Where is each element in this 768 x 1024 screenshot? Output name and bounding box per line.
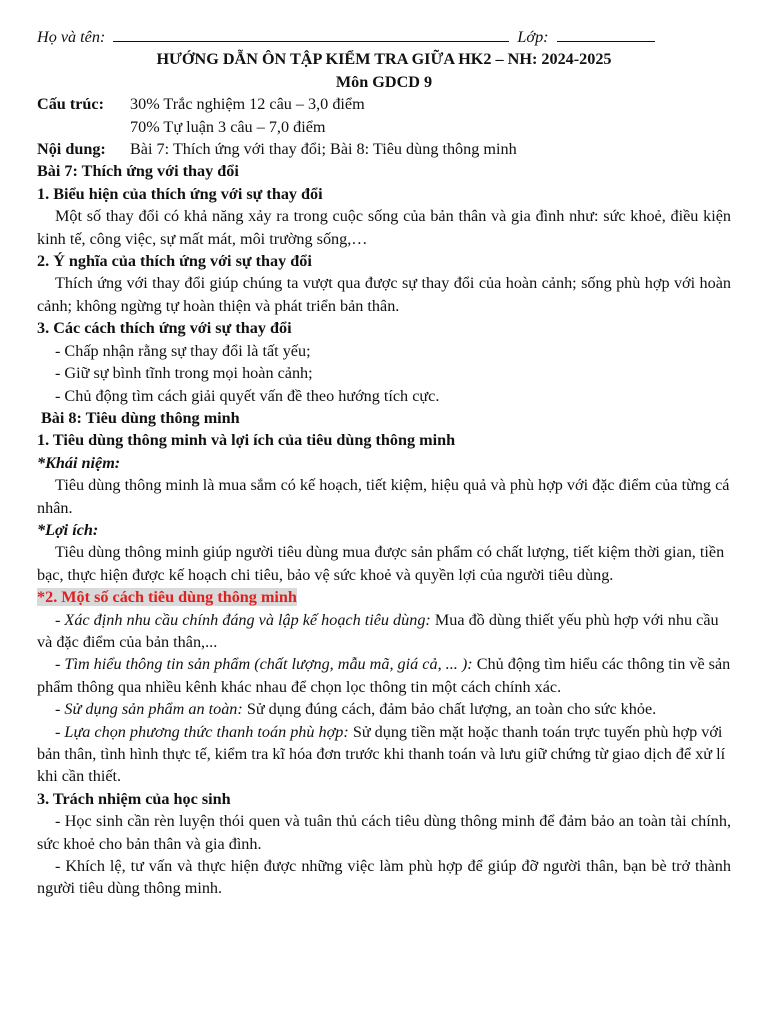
list-item: - Học sinh cần rèn luyện thói quen và tuân thủ cách tiêu dùng thông minh để đảm bảo an toàn tài chính, sức khoẻ cho bản thân và gia đình. — [37, 812, 731, 853]
class-blank[interactable] — [557, 28, 655, 42]
name-blank[interactable] — [113, 28, 509, 42]
lesson8-section1-title: 1. Tiêu dùng thông minh và lợi ích của tiêu dùng thông minh — [37, 431, 456, 450]
structure-essay: 70% Tự luận 3 câu – 7,0 điểm — [130, 117, 326, 136]
list-item: - Khích lệ, tư vấn và thực hiện được những việc làm phù hợp để giúp đỡ người thân, bạn bè trở thành người tiêu dùng thông minh. — [37, 857, 731, 898]
item-text: Sử dụng đúng cách, đảm bảo chất lượng, an toàn cho sức khỏe. — [242, 700, 657, 719]
item-lead: - Tìm hiểu thông tin sản phẩm (chất lượng, mẫu mã, giá cả, ... ): — [55, 655, 473, 674]
structure-label: Cấu trúc: — [37, 95, 104, 114]
benefit-text: Tiêu dùng thông minh giúp người tiêu dùng mua được sản phẩm có chất lượng, tiết kiệm thời gian, tiền bạc, thực hiện được kế hoạch chi tiêu, bảo vệ sức khoẻ và quyền lợi của người tiêu dùng. — [37, 543, 725, 584]
content-line — [37, 138, 731, 160]
list-item — [37, 653, 731, 698]
item-text: Sử dụng tiền mặt hoặc thanh toán trực tuyến phù hợp với bản thân, tình hình thực tế, kiểm tra kĩ hóa đơn trước khi thanh toán và lưu giữ chứng từ giao dịch để xử lí khi cần thiết. — [37, 722, 726, 786]
lesson7-section2-text: Thích ứng với thay đổi giúp chúng ta vượt qua được sự thay đổi của hoàn cảnh; sống phù hợp với hoàn cảnh; không ngừng tự hoàn thiện và phát triển bản thân. — [37, 274, 731, 315]
subject-title: Môn GDCD 9 — [335, 72, 433, 91]
content-label: Nội dung: — [37, 140, 106, 159]
item-lead: - Lựa chọn phương thức thanh toán phù hợp: — [55, 722, 349, 741]
lesson7-section1-title: 1. Biểu hiện của thích ứng với sự thay đổi — [37, 184, 323, 203]
student-info-line — [37, 26, 731, 48]
lesson7-title: Bài 7: Thích ứng với thay đổi — [37, 162, 239, 181]
lesson7-section2-title: 2. Ý nghĩa của thích ứng với sự thay đổi — [37, 252, 312, 271]
list-item: - Chấp nhận rằng sự thay đổi là tất yếu; — [55, 341, 311, 360]
name-label: Họ và tên: — [37, 28, 106, 46]
benefit-label: *Lợi ích: — [37, 520, 99, 539]
lesson7-section3-title: 3. Các cách thích ứng với sự thay đổi — [37, 319, 292, 338]
class-label: Lớp: — [517, 28, 549, 46]
item-text: Chủ động tìm hiểu các thông tin về sản phẩm thông qua nhiều kênh khác nhau để chọn lọc thông tin một cách chính xác. — [37, 655, 731, 696]
structure-line-1 — [37, 93, 731, 115]
item-lead: - Sử dụng sản phẩm an toàn: — [55, 700, 243, 719]
document-title: HƯỚNG DẪN ÔN TẬP KIỂM TRA GIỮA HK2 – NH: 2024-2025 — [156, 50, 612, 69]
concept-label: *Khái niệm: — [37, 453, 121, 472]
list-item: - Chủ động tìm cách giải quyết vấn đề theo hướng tích cực. — [55, 386, 440, 405]
item-lead: - Xác định nhu cầu chính đáng và lập kế hoạch tiêu dùng: — [55, 610, 431, 629]
list-item — [37, 609, 731, 654]
lesson8-section2-title: *2. Một số cách tiêu dùng thông minh — [37, 588, 297, 607]
structure-mcq: 30% Trắc nghiệm 12 câu – 3,0 điểm — [130, 95, 365, 114]
content-text: Bài 7: Thích ứng với thay đổi; Bài 8: Tiêu dùng thông minh — [130, 140, 517, 159]
document-page — [37, 26, 731, 900]
lesson8-title: Bài 8: Tiêu dùng thông minh — [41, 408, 240, 427]
lesson8-section3-title: 3. Trách nhiệm của học sinh — [37, 789, 231, 808]
list-item — [37, 698, 731, 720]
lesson8-section2-heading — [37, 586, 731, 608]
item-text: Mua đồ dùng thiết yếu phù hợp với nhu cầu và đặc điểm của bản thân,... — [37, 610, 719, 651]
list-item: - Giữ sự bình tĩnh trong mọi hoàn cảnh; — [55, 364, 313, 383]
list-item — [37, 721, 731, 788]
concept-text: Tiêu dùng thông minh là mua sắm có kế hoạch, tiết kiệm, hiệu quả và phù hợp với đặc điểm của từng cá nhân. — [37, 476, 730, 517]
lesson7-section1-text: Một số thay đổi có khả năng xảy ra trong cuộc sống của bản thân và gia đình như: sức khoẻ, điều kiện kinh tế, công việc, sự mất mát, môi trường sống,… — [37, 207, 731, 248]
